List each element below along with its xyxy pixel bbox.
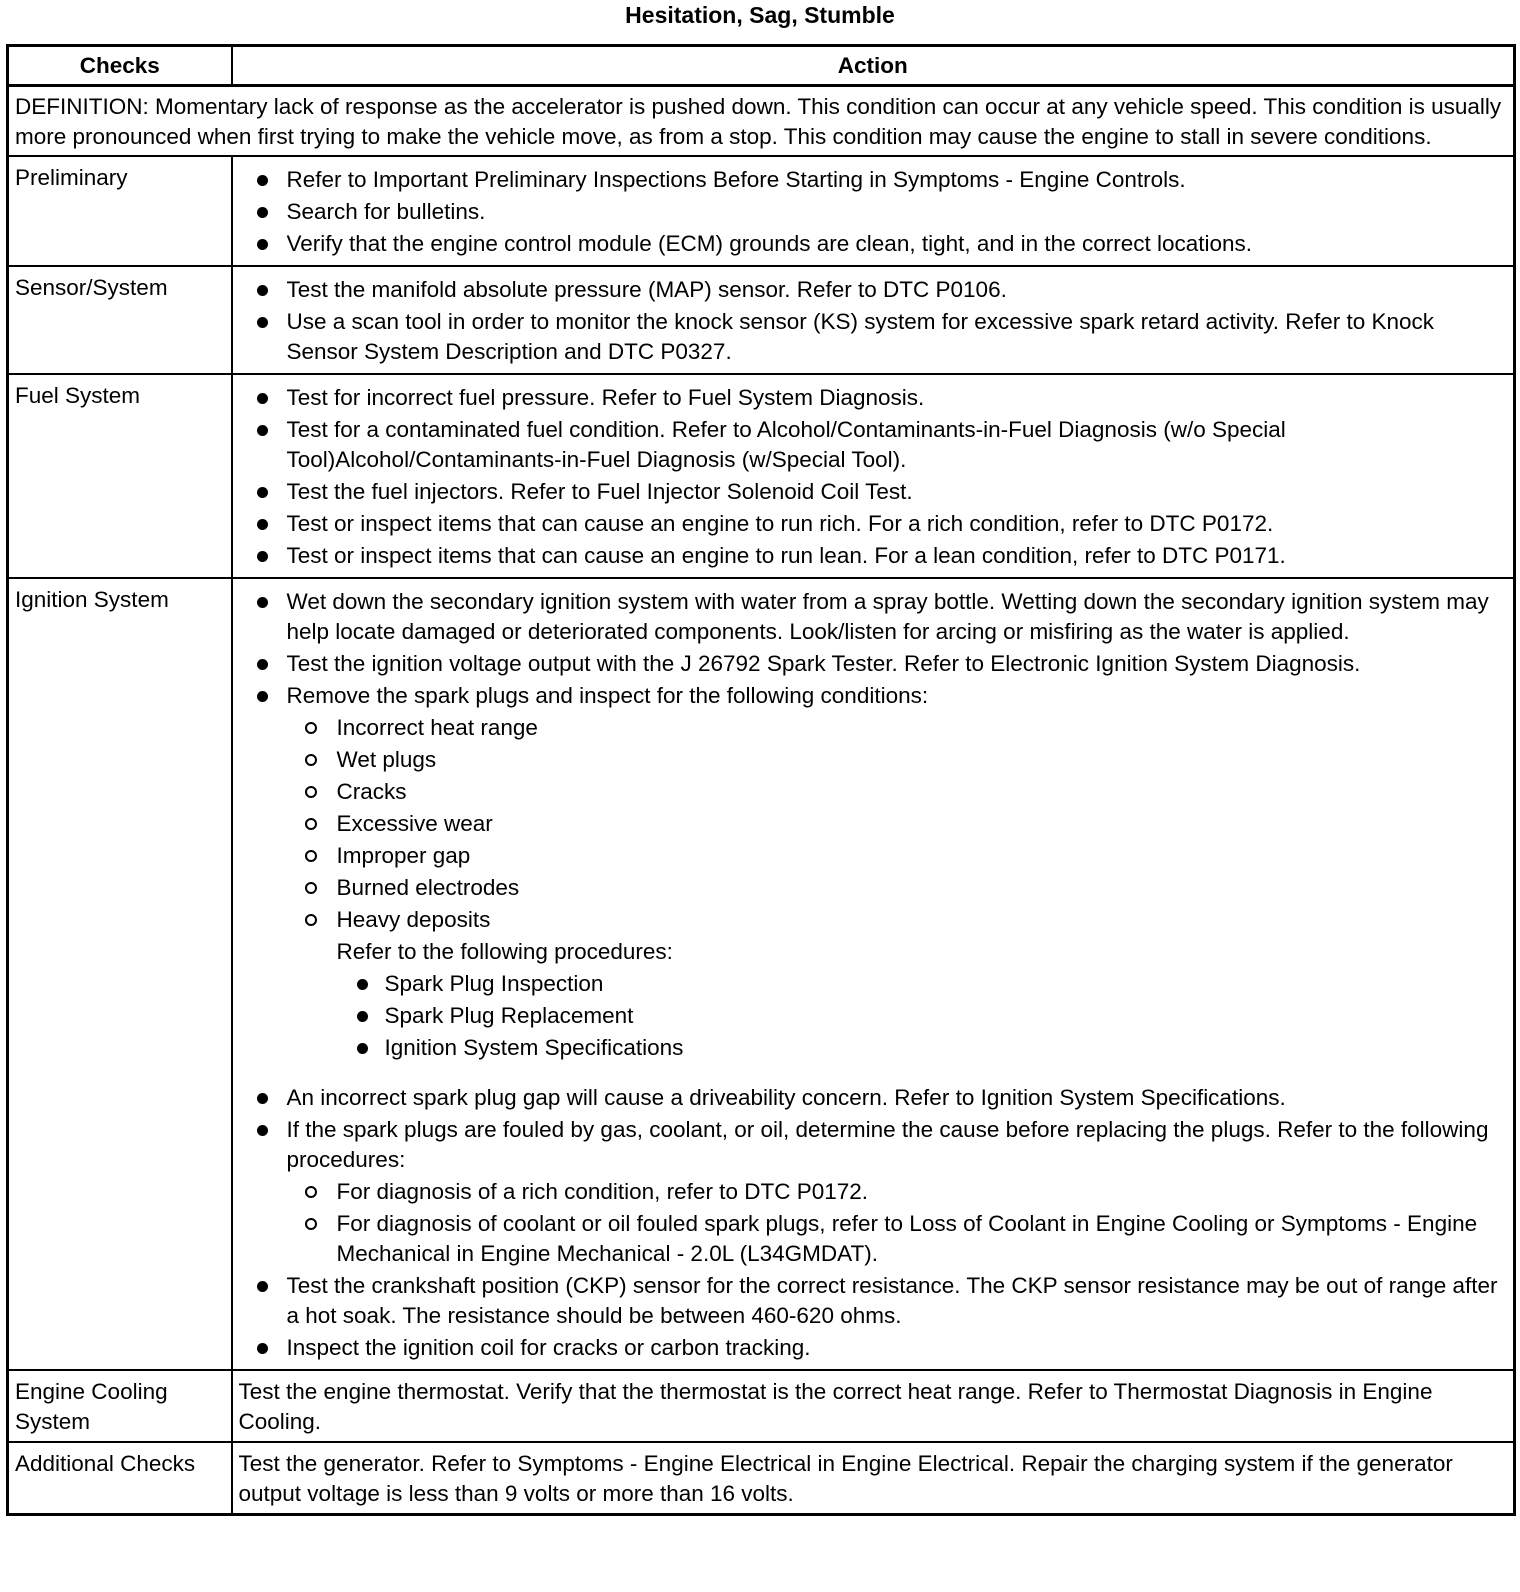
list-item: Improper gap bbox=[287, 841, 1508, 871]
action-cell-sensor-system bbox=[232, 266, 1515, 374]
list-item: An incorrect spark plug gap will cause a driveability concern. Refer to Ignition System Specifications. bbox=[239, 1083, 1508, 1113]
list-item-text: If the spark plugs are fouled by gas, coolant, or oil, determine the cause before replacing the plugs. Refer to the following procedures: bbox=[286, 1117, 1489, 1172]
list-item: Test the crankshaft position (CKP) sensor for the correct resistance. The CKP sensor resistance may be out of range after a hot soak. The resistance should be between 460-620 ohms. bbox=[239, 1271, 1508, 1331]
list-item: For diagnosis of a rich condition, refer to DTC P0172. bbox=[287, 1177, 1508, 1207]
table-row bbox=[8, 578, 1515, 1370]
list-item: Wet plugs bbox=[287, 745, 1508, 775]
table-header-row bbox=[8, 46, 1515, 86]
list-item-text: Remove the spark plugs and inspect for the following conditions: bbox=[286, 683, 929, 708]
list-item: Test the ignition voltage output with the J 26792 Spark Tester. Refer to Electronic Ignition System Diagnosis. bbox=[239, 649, 1508, 679]
list-item: Burned electrodes bbox=[287, 873, 1508, 903]
list-item: Test for a contaminated fuel condition. Refer to Alcohol/Contaminants-in-Fuel Diagnosis (w/o Special Tool)Alcohol/Contaminants-in-Fuel Diagnosis (w/Special Tool). bbox=[239, 415, 1508, 475]
list-item: Test the manifold absolute pressure (MAP) sensor. Refer to DTC P0106. bbox=[239, 275, 1508, 305]
list-item: Test or inspect items that can cause an engine to run rich. For a rich condition, refer to DTC P0172. bbox=[239, 509, 1508, 539]
action-cell-ignition-system bbox=[232, 578, 1515, 1370]
procedures-note: Refer to the following procedures: bbox=[336, 939, 673, 964]
list-item: Search for bulletins. bbox=[239, 197, 1508, 227]
list-item: Verify that the engine control module (ECM) grounds are clean, tight, and in the correct locations. bbox=[239, 229, 1508, 259]
check-label-fuel-system: Fuel System bbox=[8, 374, 232, 578]
procedure-list bbox=[287, 969, 1508, 1063]
action-cell-preliminary bbox=[232, 156, 1515, 266]
list-item: Excessive wear bbox=[287, 809, 1508, 839]
list-item: Test the fuel injectors. Refer to Fuel Injector Solenoid Coil Test. bbox=[239, 477, 1508, 507]
check-label-additional-checks: Additional Checks bbox=[8, 1442, 232, 1515]
fouled-procedure-list bbox=[287, 1177, 1508, 1269]
check-label-engine-cooling: Engine Cooling System bbox=[8, 1370, 232, 1442]
list-item: Inspect the ignition coil for cracks or carbon tracking. bbox=[239, 1333, 1508, 1363]
list-item: Heavy deposits bbox=[287, 905, 1508, 935]
action-column-header: Action bbox=[232, 46, 1515, 86]
list-item: Refer to Important Preliminary Inspections Before Starting in Symptoms - Engine Controls. bbox=[239, 165, 1508, 195]
action-list bbox=[239, 275, 1508, 367]
condition-list bbox=[287, 713, 1508, 935]
table-row bbox=[8, 156, 1515, 266]
action-list bbox=[239, 383, 1508, 571]
list-item: Test for incorrect fuel pressure. Refer to Fuel System Diagnosis. bbox=[239, 383, 1508, 413]
list-item bbox=[239, 681, 1508, 1063]
document-title: Hesitation, Sag, Stumble bbox=[625, 2, 895, 28]
list-item: Wet down the secondary ignition system with water from a spray bottle. Wetting down the secondary ignition system may help locate damaged or deteriorated components. Look/listen for arcing or misfiring as the water is applied. bbox=[239, 587, 1508, 647]
checks-table bbox=[6, 44, 1516, 1516]
list-item: Spark Plug Replacement bbox=[287, 1001, 1508, 1031]
checks-column-header: Checks bbox=[8, 46, 232, 86]
list-item: Spark Plug Inspection bbox=[287, 969, 1508, 999]
list-item: Incorrect heat range bbox=[287, 713, 1508, 743]
action-list bbox=[239, 587, 1508, 1363]
table-row bbox=[8, 266, 1515, 374]
check-label-ignition-system: Ignition System bbox=[8, 578, 232, 1370]
list-item bbox=[239, 1115, 1508, 1269]
list-item: Cracks bbox=[287, 777, 1508, 807]
definition-row bbox=[8, 86, 1515, 157]
table-row bbox=[8, 1442, 1515, 1515]
action-cell-fuel-system bbox=[232, 374, 1515, 578]
table-row bbox=[8, 374, 1515, 578]
list-item: Use a scan tool in order to monitor the knock sensor (KS) system for excessive spark retard activity. Refer to Knock Sensor System Description and DTC P0327. bbox=[239, 307, 1508, 367]
list-item: Ignition System Specifications bbox=[287, 1033, 1508, 1063]
table-row bbox=[8, 1370, 1515, 1442]
check-label-sensor-system: Sensor/System bbox=[8, 266, 232, 374]
list-item: Test or inspect items that can cause an engine to run lean. For a lean condition, refer to DTC P0171. bbox=[239, 541, 1508, 571]
definition-text: DEFINITION: Momentary lack of response as the accelerator is pushed down. This condition can occur at any vehicle speed. This condition is usually more pronounced when first trying to make the vehicle move, as from a stop. This condition may cause the engine to stall in severe conditions. bbox=[8, 86, 1515, 157]
action-cell-additional-checks: Test the generator. Refer to Symptoms - Engine Electrical in Engine Electrical. Repair the charging system if the generator output voltage is less than 9 volts or more than 16 volts. bbox=[232, 1442, 1515, 1515]
list-item: For diagnosis of coolant or oil fouled spark plugs, refer to Loss of Coolant in Engine Cooling or Symptoms - Engine Mechanical in Engine Mechanical - 2.0L (L34GMDAT). bbox=[287, 1209, 1508, 1269]
action-list bbox=[239, 165, 1508, 259]
check-label-preliminary: Preliminary bbox=[8, 156, 232, 266]
action-cell-engine-cooling: Test the engine thermostat. Verify that the thermostat is the correct heat range. Refer to Thermostat Diagnosis in Engine Cooling. bbox=[232, 1370, 1515, 1442]
